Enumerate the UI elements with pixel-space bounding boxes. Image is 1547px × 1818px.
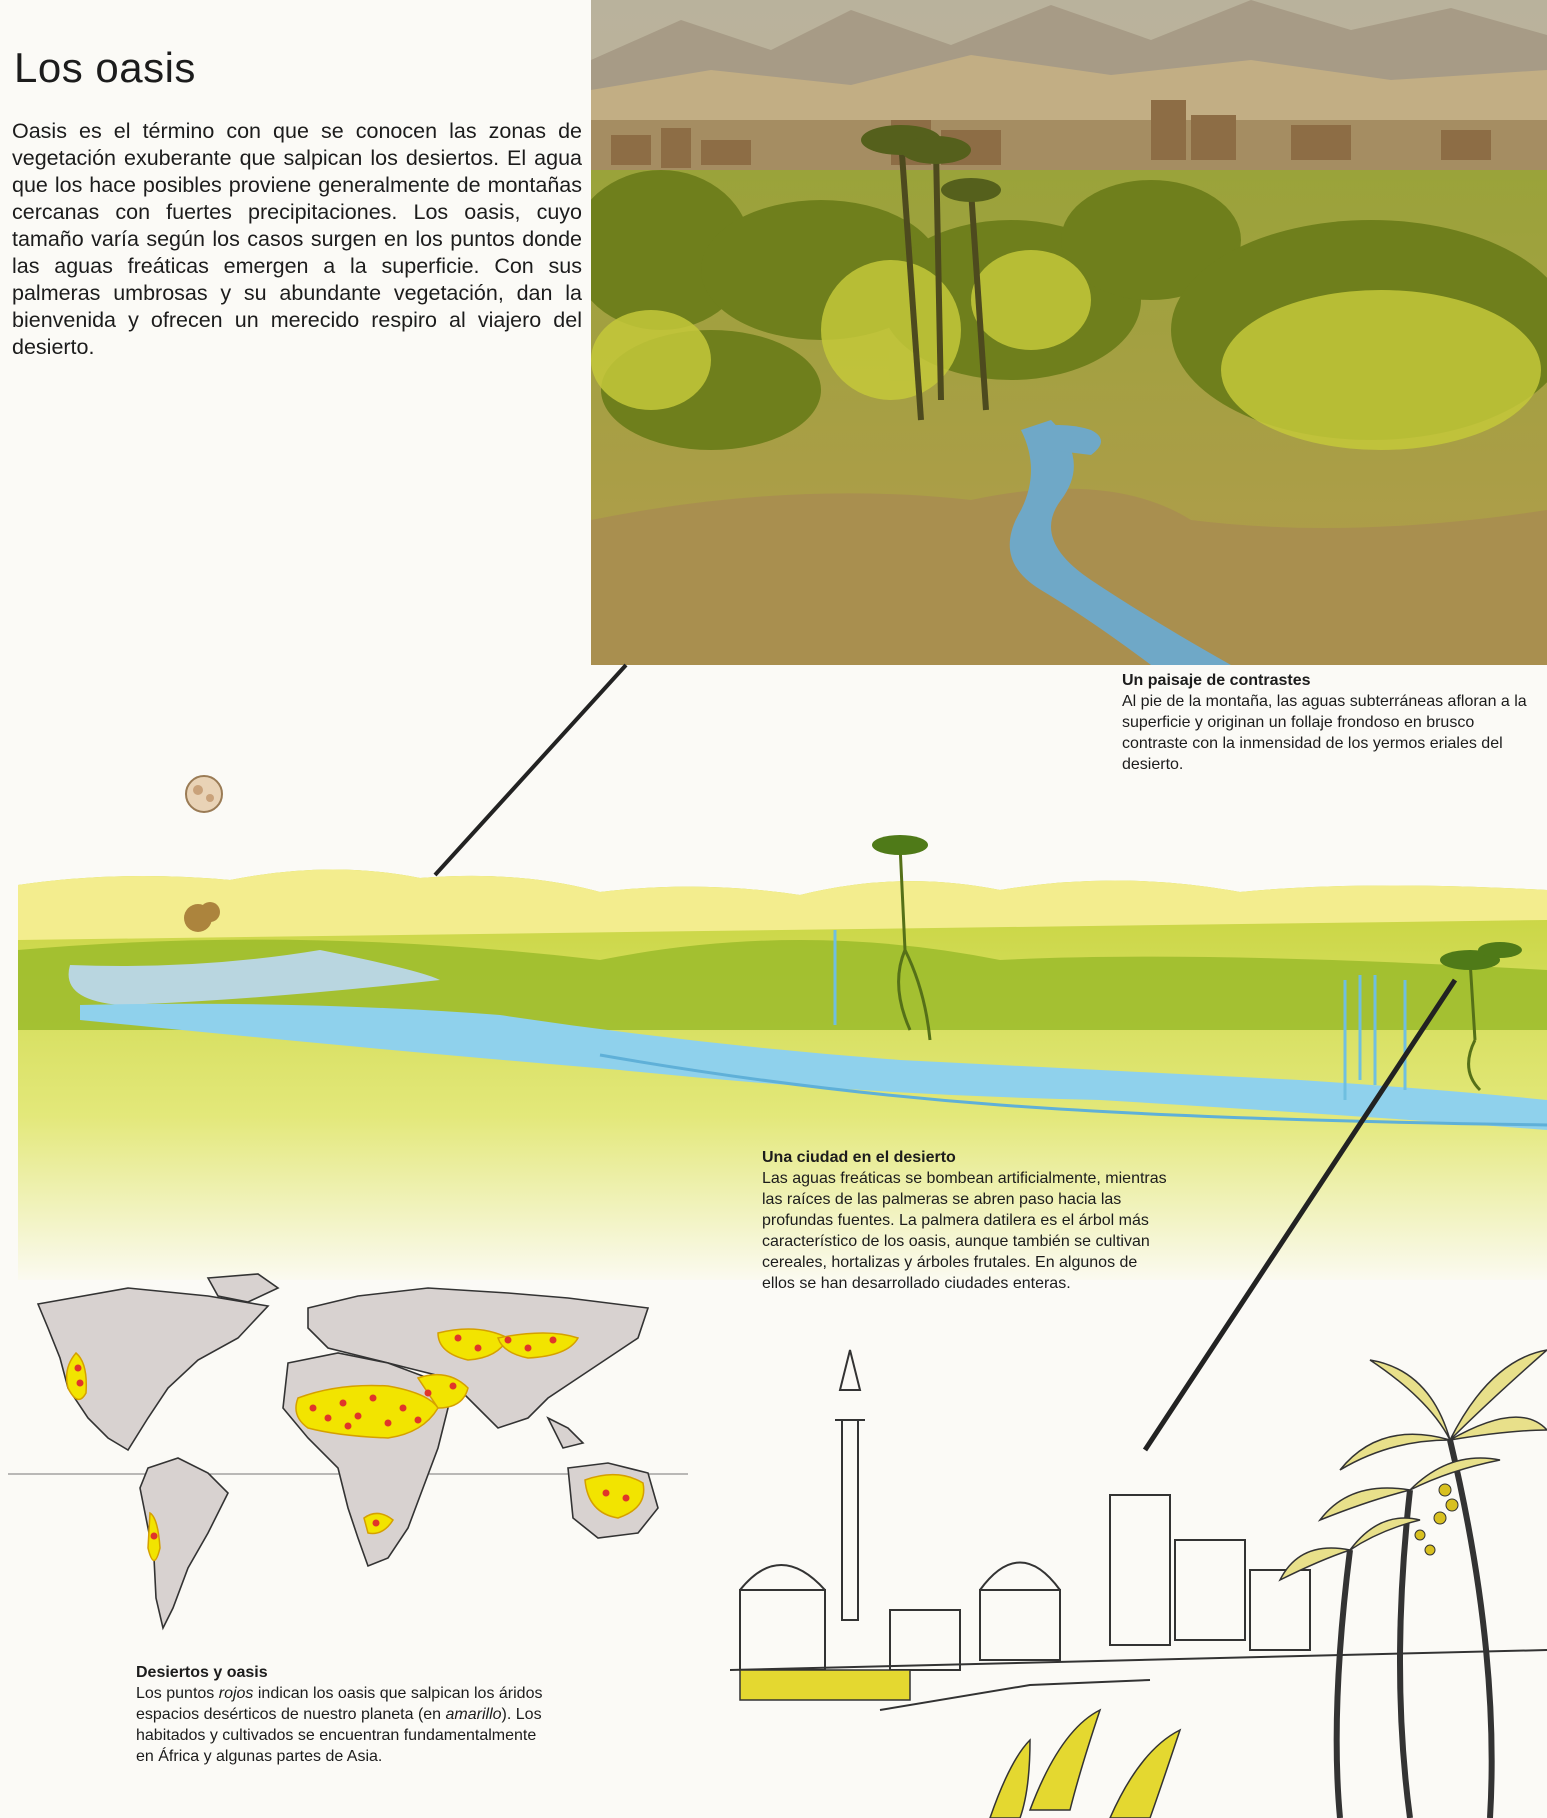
- page-title: Los oasis: [14, 44, 196, 91]
- caption-heading: Desiertos y oasis: [136, 1664, 268, 1681]
- caption-desiertos: [136, 1662, 556, 1767]
- intro-paragraph: Oasis es el término con que se conocen las zonas de vegetación exuberante que salpican los desiertos. El agua que los hace posibles proviene generalmente de montañas cercanas con fuertes precipitaciones. Los oasis, cuyo tamaño varía según los casos surgen en los puntos donde las aguas freáticas emergen a la superficie. Con sus palmeras umbrosas y su abundante vegetación, dan la bienvenida y ofrecen un merecido respiro al viajero del desierto.: [12, 119, 582, 359]
- caption-text: Al pie de la montaña, las aguas subterráneas afloran a la superficie y originan un follaje frondoso en brusco contraste con la inmensidad de los yermos eriales del desierto.: [1122, 693, 1527, 773]
- desert-city-sketch: [730, 1290, 1547, 1818]
- world-desert-map: [8, 1268, 688, 1668]
- caption-text: Las aguas freáticas se bombean artificialmente, mientras las raíces de las palmeras se abren paso hacia las profundas fuentes. La palmera datilera es el árbol más característico de los oasis, aunque también se cultivan cereales, hortalizas y árboles frutales. En algunos de ellos se han desarrollado ciudades enteras.: [762, 1170, 1167, 1292]
- caption-ciudad: [762, 1147, 1167, 1294]
- caption-heading: Una ciudad en el desierto: [762, 1149, 956, 1166]
- caption-contrastes: [1122, 670, 1532, 775]
- caption-heading: Un paisaje de contrastes: [1122, 672, 1311, 689]
- cloud-icon: [180, 770, 228, 818]
- oasis-landscape-photo: [591, 0, 1547, 665]
- caption-text: Los puntos rojos indican los oasis que salpican los áridos espacios desérticos de nuestro planeta (en amarillo). Los habitados y cultivados se encuentran fundamentalmente en África y algunas partes de Asia.: [136, 1685, 543, 1765]
